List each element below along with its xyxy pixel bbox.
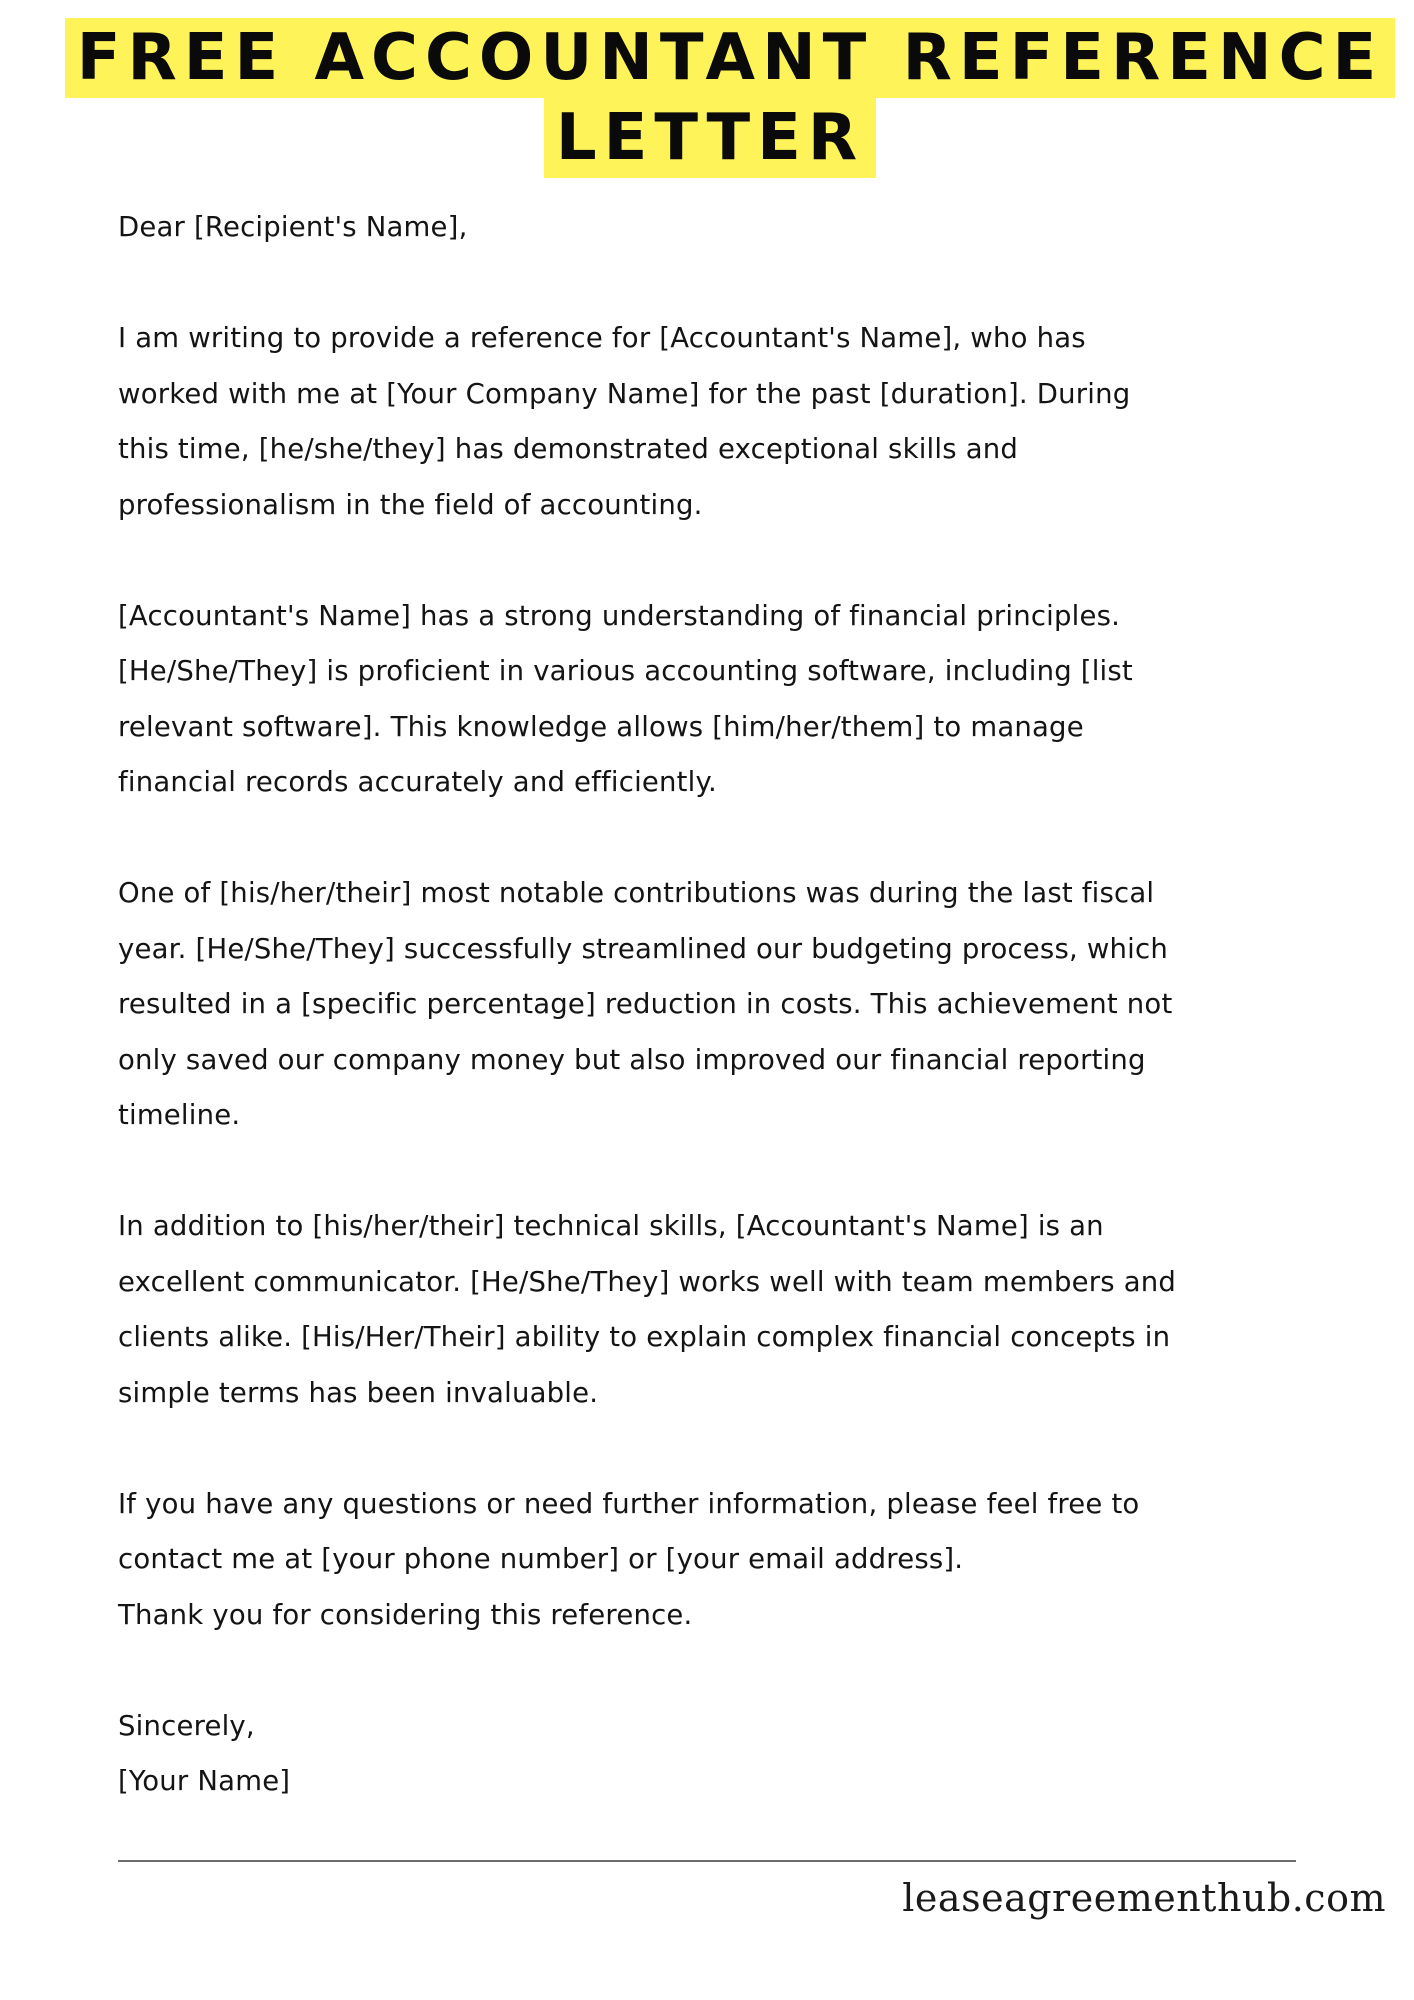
paragraph-line: One of [his/her/their] most notable contributions was during the last fiscal [118, 877, 1155, 909]
letter-body [118, 200, 1318, 1810]
paragraph-line: If you have any questions or need further information, please feel free to [118, 1487, 1140, 1520]
paragraph-spacer [118, 1421, 1318, 1477]
paragraph-line: [Accountant's Name] has a strong understanding of financial principles. [118, 599, 1121, 632]
paragraph-4 [118, 1199, 1318, 1421]
paragraph-spacer [118, 256, 1318, 312]
paragraph-line: professionalism in the field of accounting. [118, 488, 703, 521]
paragraph-line: relevant software]. This knowledge allows [him/her/them] to manage [118, 710, 1084, 743]
brand-wordmark: leaseagreementhub.com [902, 1876, 1386, 1920]
paragraph-2 [118, 589, 1318, 811]
paragraph-line: year. [He/She/They] successfully streamlined our budgeting process, which [118, 932, 1168, 965]
footer-divider [118, 1860, 1296, 1862]
paragraph-line: only saved our company money but also improved our financial reporting [118, 1043, 1146, 1076]
title-line-2: LETTER [544, 98, 876, 178]
signature-placeholder: [Your Name] [118, 1765, 291, 1797]
paragraph-line: excellent communicator. [He/She/They] works well with team members and [118, 1265, 1177, 1298]
salutation: Dear [Recipient's Name], [118, 211, 468, 243]
paragraph-line: Thank you for considering this reference. [118, 1598, 693, 1631]
paragraph-line: [He/She/They] is proficient in various accounting software, including [list [118, 655, 1133, 687]
title-line-1: FREE ACCOUNTANT REFERENCE [65, 18, 1396, 98]
closing: Sincerely, [118, 1709, 255, 1742]
paragraph-line: In addition to [his/her/their] technical skills, [Accountant's Name] is an [118, 1210, 1104, 1242]
paragraph-spacer [118, 1643, 1318, 1699]
paragraph-line: resulted in a [specific percentage] reduction in costs. This achievement not [118, 988, 1173, 1020]
paragraph-line: simple terms has been invaluable. [118, 1376, 599, 1409]
paragraph-spacer [118, 811, 1318, 867]
paragraph-spacer [118, 533, 1318, 589]
paragraph-line: I am writing to provide a reference for [Accountant's Name], who has [118, 322, 1086, 354]
paragraph-line: clients alike. [His/Her/Their] ability to explain complex financial concepts in [118, 1321, 1171, 1353]
paragraph-5 [118, 1477, 1318, 1644]
paragraph-line: financial records accurately and efficiently. [118, 766, 718, 798]
paragraph-line: timeline. [118, 1099, 241, 1131]
paragraph-line: worked with me at [Your Company Name] for the past [duration]. During [118, 377, 1131, 410]
page-title [0, 18, 1414, 178]
paragraph-spacer [118, 1144, 1318, 1200]
paragraph-3 [118, 866, 1318, 1144]
paragraph-line: contact me at [your phone number] or [your email address]. [118, 1543, 964, 1575]
paragraph-line: this time, [he/she/they] has demonstrated exceptional skills and [118, 433, 1019, 465]
paragraph-1 [118, 311, 1318, 533]
